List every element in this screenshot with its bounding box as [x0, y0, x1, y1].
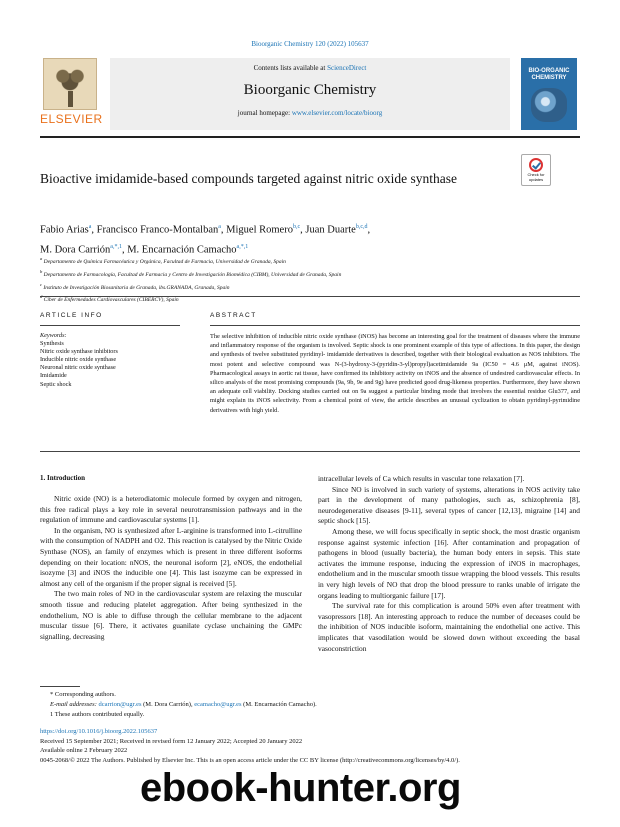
paragraph: The two main roles of NO in the cardiovascular system are relaxing the muscular smooth tissue and reducing platelet aggregation. After being synthesized in the endothelium, NO is able to diffuse through the cellular membrane to the adjacent muscular tissue [6]. There, it activates guanilate cyclase unchaining the GMPc signalling, decreasing [40, 589, 302, 641]
doi-link[interactable]: https://doi.org/10.1016/j.bioorg.2022.105637 [40, 728, 158, 735]
footnote-rule [40, 686, 80, 687]
check-for-updates-button[interactable] [521, 154, 551, 186]
author-sup[interactable]: a [218, 224, 221, 230]
journal-name: Bioorganic Chemistry [243, 82, 377, 98]
keyword: Imidamide [40, 372, 67, 380]
author-name[interactable]: M. Encarnación Camacho [127, 244, 237, 255]
abstract-bottom-rule [40, 451, 580, 452]
section-rule [40, 296, 580, 297]
paragraph: Among these, we will focus specifically in septic shock, the most drastic organism response against systemic infection [16]. After contamination and propagation of pathogens in blood (usually bacteria), the human body enters in sepsis. This state activates the immune response, inducing the expression of iNOS in macrophages, endothelium and in the muscular smooth tissue wrapping the blood vessels. This results in very high levels of NO that drop the blood pressure to ranks unable of irrigate the organs leading to multiorganic failure [17]. [318, 526, 580, 600]
author-name[interactable]: Fabio Arias [40, 224, 89, 236]
author-name[interactable]: Juan Duarte [305, 224, 356, 236]
check-updates-label: Check for updates [527, 172, 545, 182]
author-sup[interactable]: b,c,d [355, 224, 368, 230]
received-dates: Received 15 September 2021; Received in revised form 12 January 2022; Accepted 20 January 2022 [40, 737, 303, 745]
journal-citation[interactable]: Bioorganic Chemistry 120 (2022) 105637 [251, 40, 369, 48]
abstract-rule [210, 325, 580, 326]
keyword: Inducible nitric oxide synthase [40, 356, 117, 364]
keyword: Neuronal nitric oxide synthase [40, 364, 116, 372]
body-column-left [40, 490, 302, 642]
email-line [40, 700, 580, 710]
affiliations [40, 254, 580, 305]
paragraph: In the organism, NO is synthesized after L-arginine is transformed into L-citrulline with the consumption of NADPH and O2. This reaction is catalysed by the Nitric Oxide Synthase (NOS), an family of enzymes which is present in three different isoforms depending on their location: nNOS, the neuronal isoform [2], eNOS, the endothelial isozyme [3] and iNOS the inducible one [4]. This last isozyme can be expressed in almost any cell of the organism if the proper signal is received [5]. [40, 525, 302, 588]
equal-contribution-note: 1 These authors contributed equally. [50, 711, 145, 718]
homepage-line [110, 109, 510, 117]
publisher-name: ELSEVIER [40, 112, 103, 126]
paragraph: The survival rate for this complication is around 50% even after treatment with vasopressors [18]. An interesting approach to reduce the number of deceases could be the inhibition of NOS inducible isoform, maintaining the endothelial one active. This implicates that vasodilation would be slowed down without exceeding the basal vasoconstriction [318, 601, 580, 653]
available-online: Available online 2 February 2022 [40, 747, 128, 754]
article-title: Bioactive imidamide-based compounds targeted against nitric oxide synthase [40, 171, 458, 186]
publication-info [40, 727, 580, 765]
author-sup[interactable]: a [88, 224, 92, 230]
paragraph: intracellular levels of Ca which results in vascular tone relaxation [7]. [318, 474, 525, 483]
sciencedirect-link[interactable]: ScienceDirect [327, 64, 367, 72]
watermark: ebook-hunter.org [140, 766, 461, 810]
author-sup[interactable]: a,*,1 [110, 243, 122, 250]
check-updates-icon [529, 158, 543, 172]
email-link[interactable]: dcarrion@ugr.es [98, 701, 142, 708]
affiliation-item: Ciber de Enfermedades Cardiovasculares (CIBERCV), Spain [43, 297, 179, 304]
article-info-rule [40, 325, 180, 326]
abstract-heading: ABSTRACT [210, 312, 257, 319]
keyword: Nitric oxide synthase inhibitors [40, 348, 118, 356]
keyword: Septic shock [40, 380, 72, 388]
footnotes [40, 690, 580, 720]
cover-title: BIO-ORGANIC CHEMISTRY [528, 68, 570, 81]
tree-logo-icon [43, 58, 97, 110]
author-name[interactable]: Miguel Romero [226, 224, 293, 236]
article-info-heading: ARTICLE INFO [40, 312, 103, 319]
email-link[interactable]: ecamacho@ugr.es [194, 701, 242, 708]
keywords-label: Keywords: [40, 332, 67, 339]
affiliation-item: $^b$ Departamento de Farmacología, Facultad de Farmacia y Centro de Investigación Biomédica (CIBM), Universidad de Granada, Spain [40, 268, 342, 278]
journal-header [110, 58, 510, 130]
homepage-prefix: journal homepage: [237, 109, 291, 117]
keyword: Synthesis [40, 340, 64, 348]
author-name[interactable]: Francisco Franco-Montalban [96, 224, 219, 236]
body-column-right [318, 474, 580, 654]
author-sup[interactable]: b,c [292, 224, 301, 230]
author-list: Fabio Arias$^a$, Francisco Franco-Montalban$^a$, Miguel Romero$^{b,c}$, Juan Duarte$^{b,c,d}$, M. Dora Carrión$^{a,*,1}$, M. Encarnación Camacho$^{a,*,1}$ [40, 224, 371, 255]
header-rule [40, 136, 580, 138]
email-owner: (M. Encarnación Camacho). [243, 701, 317, 708]
email-owner: (M. Dora Carrión), [143, 701, 193, 708]
contents-line [110, 58, 510, 72]
author-name[interactable]: M. Dora Carrión [40, 244, 111, 255]
contents-prefix: Contents lists available at [253, 64, 326, 72]
cover-image [531, 88, 567, 122]
affiliation-item: $^c$ Instituto de Investigación Biosanitaria de Granada, ibs.GRANADA, Granada, Spain [40, 281, 230, 291]
paragraph: Nitric oxide (NO) is a heterodiatomic molecule formed by oxygen and nitrogen, this free radical plays a key role in several neurotransmission pathways and in the regulation of immune and cardiovascular systems [1]. [40, 494, 302, 525]
keywords-block [40, 332, 200, 389]
affiliation-item: $^a$ Departamento de Química Farmacéutica y Orgánica, Facultad de Farmacia, Universidad de Granada, Spain [40, 256, 286, 265]
license-line: 0045-2068/© 2022 The Authors. Published by Elsevier Inc. This is an open access article under the CC BY license (http://creativecommons.org/licenses/by/4.0/). [40, 756, 460, 764]
homepage-link[interactable]: www.elsevier.com/locate/bioorg [291, 109, 383, 117]
elsevier-logo [40, 58, 103, 130]
section-heading-introduction: 1. Introduction [40, 474, 85, 482]
email-label: E-mail addresses: [50, 701, 97, 708]
abstract-text: The selective inhibition of inducible nitric oxide synthase (iNOS) has become an interesting goal for the treatment of diseases where the immune and inflammatory response of the organism is involved. Septic shock is one prominent example of this type of affections. In this paper, the design and synthesis of twelve substituted pyridinyl- imidamide derivatives is described, together with their biological evaluation as NOS inhibitors. The most potent and selective compound was N-(3-hydroxy-3-(pyridin-3-yl)propyl)acetimidamide 9a (IC50 = 4.6 μM, against iNOS). Pharmacological assays in aortic rat tissue, have confirmed its inhibitory activity on iNOS and the absence of undesired cardiovascular effects. In silico analysis of the most promising compounds (9a, 9b, 9e and 9g) have predicted good drug-likeness properties. Furthermore, they have shown an adequate cell viability. Docking studies carried out on 9a suggest a particular binding mode that involves the essential residue Glu377, and might explain its iNOS selectivity. From a chemical point of view, the article describes an unusual cyclization to obtain pyridinyl-pyrimidine derivatives with high yield. [210, 333, 580, 414]
corresponding-note: * Corresponding authors. [50, 691, 116, 698]
author-sup[interactable]: a,*,1 [236, 243, 249, 250]
paragraph: Since NO is involved in such variety of systems, alterations in NOS activity take part in the development of many pathologies, such as, schizophrenia [8], neurodegenerative diseases [9-11], several types of cancer [12,13], migraine [14] and septic shock [15]. [318, 484, 580, 526]
journal-cover [521, 58, 577, 130]
